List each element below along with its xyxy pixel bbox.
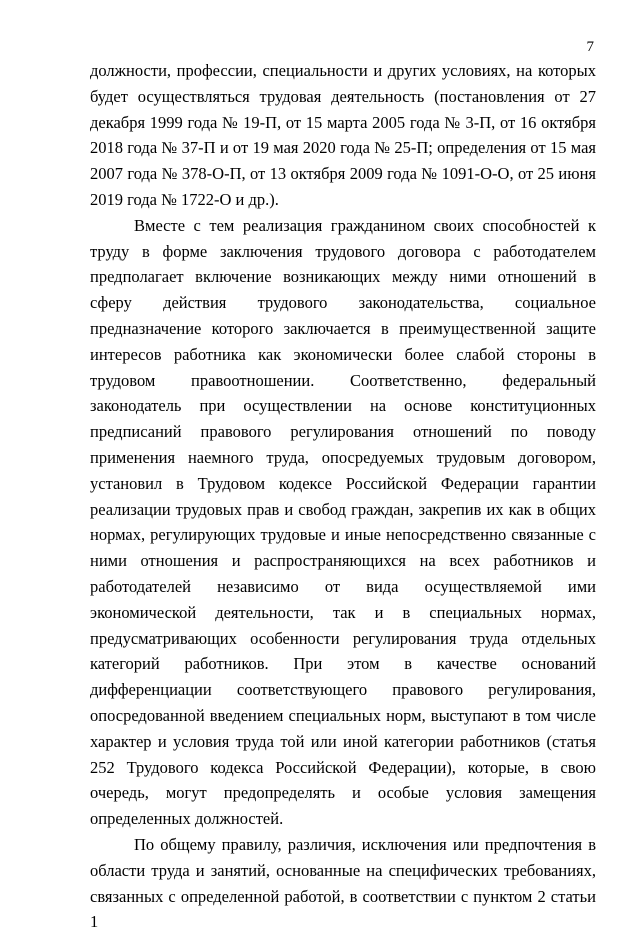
paragraph-general-rule: По общему правилу, различия, исключения или предпочтения в области труда и занятий, основанные на специфических требованиях, связанных с определенной работой, в соответствии с пунктом 2 статьи 1 xyxy=(90,834,596,932)
paragraph-labor-contract: Вместе с тем реализация гражданином своих способностей к труду в форме заключения трудового договора с работодателем предполагает включение возникающих между ними отношений в сферу действия трудового законодательства, социальное предназначение которого заключается в преимущественной защите интересов работника как экономически более слабой стороны в трудовом правоотношении. Соответственно, федеральный законодатель при осуществлении на основе конституционных предписаний правового регулирования отношений по поводу применения наемного труда, опосредуемых трудовым договором, установил в Трудовом кодексе Российской Федерации гарантии реализации трудовых прав и свобод граждан, закрепив их как в общих нормах, регулирующих трудовые и иные непосредственно связанные с ними отношения и распространяющихся на всех работников и работодателей независимо от вида осуществляемой ими экономической деятельности, так и в специальных нормах, предусматривающих особенности регулирования труда отдельных категорий работников. При этом в качестве оснований дифференциации соответствующего правового регулирования, опосредованной введением специальных норм, выступают в том числе характер и условия труда той или иной категории работников (статья 252 Трудового кодекса Российской Федерации), которые, в свою очередь, могут предопределять и особые условия замещения определенных должностей. xyxy=(90,215,596,829)
document-body xyxy=(90,58,596,935)
paragraph-continuation: должности, профессии, специальности и других условиях, на которых будет осуществляться трудовая деятельность (постановления от 27 декабря 1999 года № 19-П, от 15 марта 2005 года № 3-П, от 16 октября 2018 года № 37-П и от 19 мая 2020 года № 25-П; определения от 15 мая 2007 года № 378-О-П, от 13 октября 2009 года № 1091-О-О, от 25 июня 2019 года № 1722-О и др.). xyxy=(90,61,596,209)
page-number: 7 xyxy=(586,39,594,55)
